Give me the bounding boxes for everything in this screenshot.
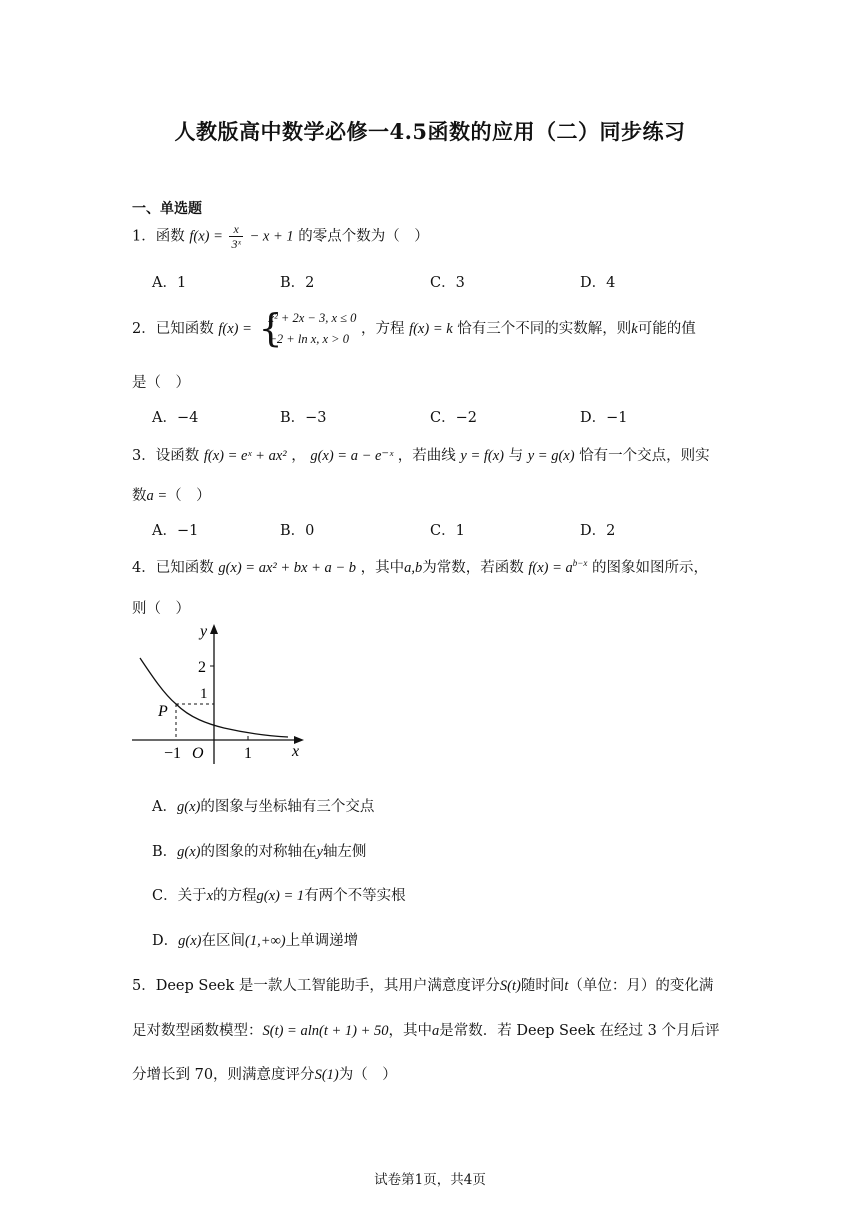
q1-fraction xyxy=(229,222,242,251)
q2-option-b: B．−3 xyxy=(280,410,327,426)
question-5 xyxy=(132,974,713,995)
q4-option-c xyxy=(152,884,406,905)
q4-b-text2: 轴左侧 xyxy=(322,844,367,860)
q5-St: S(t) xyxy=(499,978,521,994)
q4-graph xyxy=(128,618,308,768)
page-title: 人教版高中数学必修一4.5函数的应用（二）同步练习 xyxy=(174,119,686,144)
q5-S1: S(1) xyxy=(314,1067,339,1083)
q2-piecewise xyxy=(258,308,356,350)
q4-option-a xyxy=(152,795,374,816)
q1-option-c: C．3 xyxy=(430,275,465,291)
q2-mid: ，方程 xyxy=(360,321,405,337)
q3-line2a: 数 xyxy=(132,488,147,504)
q1-fraction-den: 3ˣ xyxy=(231,237,241,251)
q3-curve-1: y = f(x) xyxy=(460,448,504,464)
q2-option-c: C．−2 xyxy=(430,410,477,426)
question-2 xyxy=(132,308,696,350)
q3-line2c: （ ） xyxy=(167,488,211,504)
q4-mid: ，其中 xyxy=(360,560,405,576)
graph-label-y2: 2 xyxy=(198,659,206,676)
q2-eq: f(x) = k xyxy=(409,321,453,337)
q1-formula-left: f(x) = xyxy=(189,228,223,245)
q3-and: 与 xyxy=(508,448,524,464)
q5-line2b: ，其中 xyxy=(388,1023,433,1039)
q3-option-b: B．0 xyxy=(280,523,315,539)
question-3 xyxy=(132,444,710,465)
graph-y-arrow xyxy=(210,624,218,634)
graph-label-y1: 1 xyxy=(200,686,208,702)
q1-option-a: A．1 xyxy=(152,275,187,291)
graph-origin: O xyxy=(192,745,204,762)
graph-label-xm1: −1 xyxy=(164,745,182,762)
q3-f-def: f(x) = eˣ + ax² xyxy=(203,448,287,464)
q2-prefix: 2．已知函数 xyxy=(132,321,214,337)
q2-suffix: 可能的值 xyxy=(637,321,696,337)
q1-prefix: 1．函数 xyxy=(132,228,185,245)
q2-line-2: 是（ ） xyxy=(132,375,190,391)
q4-mid2: 为常数，若函数 xyxy=(422,560,524,576)
q4-f-exp: b−x xyxy=(572,558,588,569)
q4-c-text: 的方程 xyxy=(213,888,257,904)
q4-option-d xyxy=(152,929,358,950)
q2-fx: f(x) = xyxy=(218,321,252,337)
q5-line1b: 随时间 xyxy=(520,978,565,994)
q5-t: t xyxy=(564,978,569,994)
q3-option-c: C．1 xyxy=(430,523,465,539)
q4-d-label: D． xyxy=(152,933,179,949)
page-footer: 试卷第1页，共4页 xyxy=(374,1172,486,1188)
q3-suffix: 恰有一个交点，则实 xyxy=(579,448,710,464)
q4-c-expr: g(x) = 1 xyxy=(256,888,305,904)
q5-line1c: （单位：月）的变化满 xyxy=(568,978,714,994)
q3-line2b: a = xyxy=(146,488,168,504)
section-heading: 一、单选题 xyxy=(132,201,202,217)
q3-comma: ， xyxy=(291,448,306,464)
q2-option-a: A．−4 xyxy=(152,410,199,426)
q3-g-def: g(x) = a − e⁻ˣ xyxy=(310,448,394,464)
q4-c-text2: 有两个不等实根 xyxy=(304,888,406,904)
q2-case-1: x² + 2x − 3, x ≤ 0 xyxy=(268,311,357,325)
q5-a: a xyxy=(432,1023,440,1039)
q4-d-interval: (1,+∞) xyxy=(244,933,286,949)
q5-line3a: 分增长到 70，则满意度评分 xyxy=(132,1067,315,1083)
q1-option-d: D．4 xyxy=(580,275,616,291)
q1-formula-right: − x + 1 xyxy=(249,228,294,245)
q1-suffix: 的零点个数为（ ） xyxy=(298,228,429,245)
q4-a-text: 的图象与坐标轴有三个交点 xyxy=(200,799,375,815)
q3-mid: ，若曲线 xyxy=(397,448,456,464)
q4-d-expr: g(x) xyxy=(178,933,202,949)
question-1 xyxy=(132,222,429,251)
q4-a-expr: g(x) xyxy=(176,799,201,815)
q4-g-def: g(x) = ax² + bx + a − b xyxy=(218,560,357,576)
q4-option-b xyxy=(152,840,366,861)
q5-line2a: 足对数型函数模型： xyxy=(132,1023,263,1039)
graph-x-label: x xyxy=(292,743,300,760)
graph-point-p: P xyxy=(158,703,168,720)
q4-a-label: A． xyxy=(152,799,177,815)
q5-model: S(t) = aln(t + 1) + 50 xyxy=(262,1023,389,1039)
q4-b-label: B． xyxy=(152,844,178,860)
q3-option-d: D．2 xyxy=(580,523,616,539)
q3-prefix: 3．设函数 xyxy=(132,448,200,464)
q4-d-text2: 上单调递增 xyxy=(285,933,359,949)
q4-c-label: C．关于 xyxy=(152,888,207,904)
q4-suffix: 的图象如图所示， xyxy=(591,560,708,576)
q4-prefix: 4．已知函数 xyxy=(132,560,214,576)
graph-y-label: y xyxy=(200,623,208,640)
q5-line1a: 5．Deep Seek 是一款人工智能助手，其用户满意度评分 xyxy=(132,978,500,994)
q2-case-2: −2 + ln x, x > 0 xyxy=(268,332,349,346)
q4-line-2: 则（ ） xyxy=(132,601,190,617)
q5-line2c: 是常数．若 Deep Seek 在经过 3 个月后评 xyxy=(439,1023,720,1039)
q4-ab: a,b xyxy=(404,560,423,576)
q2-brace: { xyxy=(258,306,283,350)
graph-label-x1: 1 xyxy=(244,745,252,762)
q1-fraction-num: x xyxy=(229,222,242,237)
q4-c-x: x xyxy=(206,888,214,904)
q4-b-expr: g(x) xyxy=(177,844,201,860)
q2-k: k xyxy=(631,321,638,337)
q4-d-text: 在区间 xyxy=(201,933,245,949)
q5-line3b: 为（ ） xyxy=(338,1067,397,1083)
q4-b-y: y xyxy=(316,844,323,860)
q3-option-a: A．−1 xyxy=(152,523,199,539)
q5-line-3 xyxy=(132,1063,397,1084)
q1-option-b: B．2 xyxy=(280,275,315,291)
q2-option-d: D．−1 xyxy=(580,410,628,426)
q3-curve-2: y = g(x) xyxy=(527,448,575,464)
q2-mid2: 恰有三个不同的实数解，则 xyxy=(457,321,632,337)
question-4 xyxy=(132,556,708,577)
q4-f-def: f(x) = a xyxy=(528,560,573,576)
q4-b-text: 的图象的对称轴在 xyxy=(200,844,317,860)
q5-line-2 xyxy=(132,1019,720,1040)
q3-line-2 xyxy=(132,484,211,505)
